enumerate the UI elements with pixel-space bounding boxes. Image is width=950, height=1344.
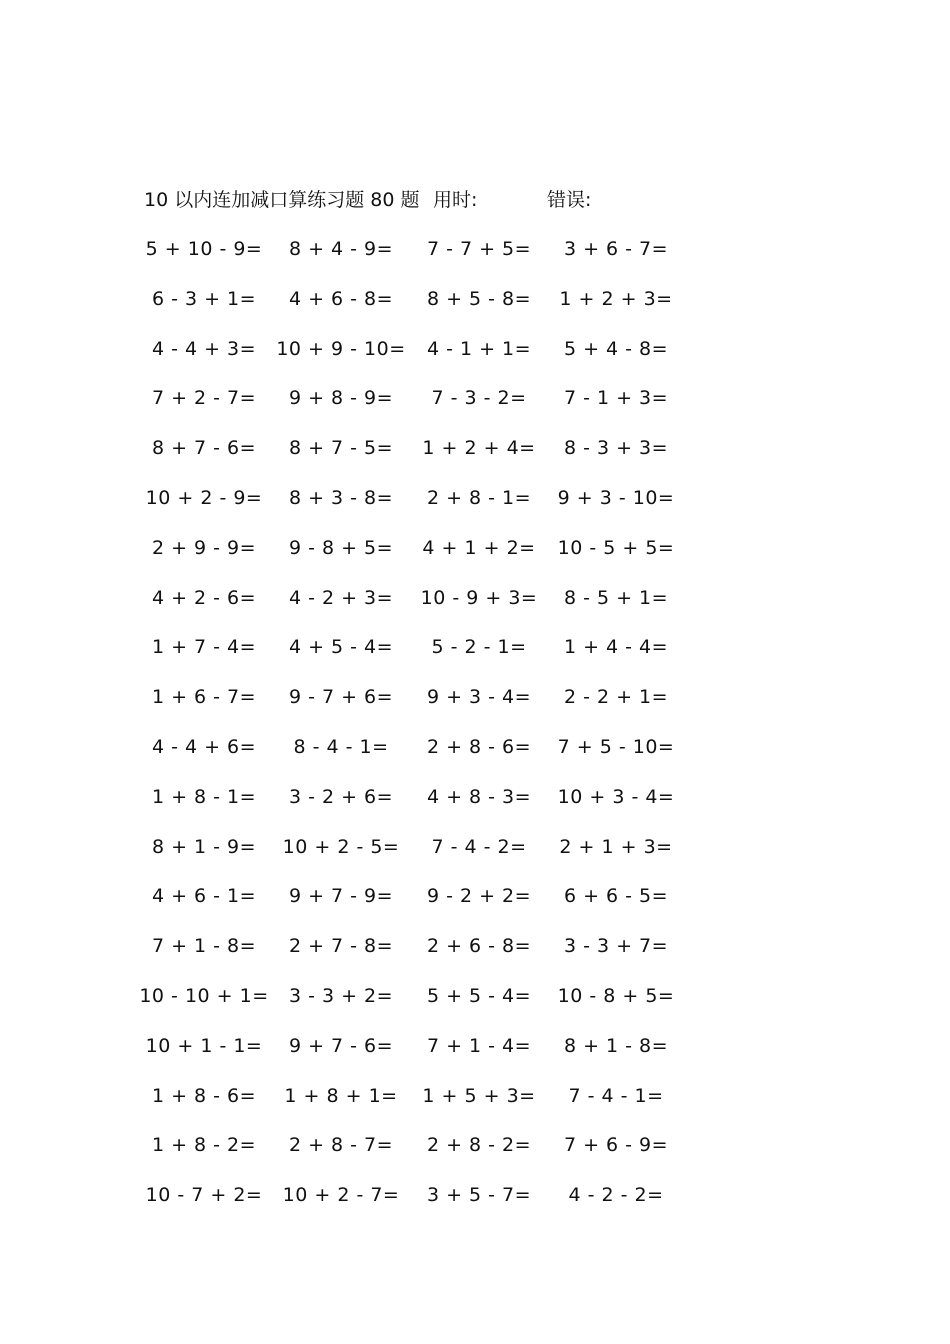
arithmetic-problem: 1 + 2 + 4= xyxy=(422,437,536,460)
arithmetic-problem: 1 + 8 + 1= xyxy=(284,1084,398,1107)
arithmetic-problem: 8 - 4 - 1= xyxy=(293,735,389,758)
problem-row xyxy=(0,581,950,631)
arithmetic-problem: 1 + 6 - 7= xyxy=(151,686,257,709)
arithmetic-problem: 7 + 1 - 8= xyxy=(151,935,257,958)
problem-row xyxy=(0,929,950,979)
error-count-label: 错误: xyxy=(547,189,592,211)
worksheet-header xyxy=(0,186,950,214)
arithmetic-problem: 3 - 3 + 7= xyxy=(563,935,669,958)
problem-row xyxy=(0,730,950,780)
time-used-label: 用时: xyxy=(433,189,478,211)
arithmetic-problem: 4 + 1 + 2= xyxy=(422,536,536,559)
arithmetic-problem: 1 + 2 + 3= xyxy=(559,287,673,310)
problem-row xyxy=(0,431,950,481)
problem-row xyxy=(0,1128,950,1178)
arithmetic-problem: 1 + 8 - 6= xyxy=(151,1084,257,1107)
arithmetic-problem: 10 - 7 + 2= xyxy=(145,1184,263,1207)
problem-row xyxy=(0,780,950,830)
arithmetic-problem: 4 + 8 - 3= xyxy=(426,785,532,808)
arithmetic-problem: 4 - 4 + 3= xyxy=(151,337,257,360)
arithmetic-problem: 5 + 5 - 4= xyxy=(426,984,532,1007)
problem-grid xyxy=(0,232,950,1228)
arithmetic-problem: 3 - 2 + 6= xyxy=(288,785,394,808)
problem-row xyxy=(0,1029,950,1079)
arithmetic-problem: 5 + 4 - 8= xyxy=(563,337,669,360)
problem-row xyxy=(0,531,950,581)
arithmetic-problem: 4 + 5 - 4= xyxy=(288,636,394,659)
arithmetic-problem: 5 - 2 - 1= xyxy=(431,636,527,659)
problem-row xyxy=(0,381,950,431)
arithmetic-problem: 8 + 1 - 8= xyxy=(563,1034,669,1057)
arithmetic-problem: 8 + 5 - 8= xyxy=(426,287,532,310)
arithmetic-problem: 8 - 5 + 1= xyxy=(563,586,669,609)
problem-row xyxy=(0,1178,950,1228)
arithmetic-problem: 4 - 4 + 6= xyxy=(151,735,257,758)
arithmetic-problem: 4 - 1 + 1= xyxy=(426,337,532,360)
arithmetic-problem: 1 + 5 + 3= xyxy=(422,1084,536,1107)
problem-row xyxy=(0,680,950,730)
arithmetic-problem: 7 - 3 - 2= xyxy=(431,387,527,410)
arithmetic-problem: 7 - 4 - 1= xyxy=(568,1084,664,1107)
arithmetic-problem: 1 + 8 - 1= xyxy=(151,785,257,808)
arithmetic-problem: 4 + 2 - 6= xyxy=(151,586,257,609)
arithmetic-problem: 4 + 6 - 1= xyxy=(151,885,257,908)
problem-row xyxy=(0,630,950,680)
arithmetic-problem: 8 + 4 - 9= xyxy=(288,238,394,260)
arithmetic-problem: 6 + 6 - 5= xyxy=(563,885,669,908)
arithmetic-problem: 9 + 3 - 10= xyxy=(557,486,675,509)
problem-row xyxy=(0,979,950,1029)
arithmetic-problem: 8 - 3 + 3= xyxy=(563,437,669,460)
problem-row xyxy=(0,481,950,531)
arithmetic-problem: 7 + 1 - 4= xyxy=(426,1034,532,1057)
arithmetic-problem: 10 + 3 - 4= xyxy=(557,785,675,808)
arithmetic-problem: 1 + 7 - 4= xyxy=(151,636,257,659)
worksheet-title: 10 以内连加减口算练习题 80 题 xyxy=(144,189,420,211)
arithmetic-problem: 9 - 7 + 6= xyxy=(288,686,394,709)
arithmetic-problem: 10 + 9 - 10= xyxy=(276,337,406,360)
arithmetic-problem: 2 + 9 - 9= xyxy=(151,536,257,559)
arithmetic-problem: 2 + 8 - 7= xyxy=(288,1134,394,1157)
arithmetic-problem: 2 + 7 - 8= xyxy=(288,935,394,958)
arithmetic-problem: 7 - 1 + 3= xyxy=(563,387,669,410)
arithmetic-problem: 7 - 4 - 2= xyxy=(431,835,527,858)
arithmetic-problem: 1 + 4 - 4= xyxy=(563,636,669,659)
arithmetic-problem: 8 + 3 - 8= xyxy=(288,486,394,509)
arithmetic-problem: 2 - 2 + 1= xyxy=(563,686,669,709)
arithmetic-problem: 4 + 6 - 8= xyxy=(288,287,394,310)
arithmetic-problem: 10 - 5 + 5= xyxy=(557,536,675,559)
arithmetic-problem: 9 + 3 - 4= xyxy=(426,686,532,709)
arithmetic-problem: 7 + 6 - 9= xyxy=(563,1134,669,1157)
arithmetic-problem: 10 + 2 - 9= xyxy=(145,486,263,509)
arithmetic-problem: 2 + 8 - 2= xyxy=(426,1134,532,1157)
arithmetic-problem: 10 - 10 + 1= xyxy=(139,984,269,1007)
arithmetic-problem: 2 + 8 - 6= xyxy=(426,735,532,758)
arithmetic-problem: 4 - 2 + 3= xyxy=(288,586,394,609)
arithmetic-problem: 5 + 10 - 9= xyxy=(145,238,263,260)
arithmetic-problem: 3 + 5 - 7= xyxy=(426,1184,532,1207)
arithmetic-problem: 2 + 8 - 1= xyxy=(426,486,532,509)
arithmetic-problem: 7 + 5 - 10= xyxy=(557,735,675,758)
arithmetic-problem: 10 + 2 - 5= xyxy=(282,835,400,858)
arithmetic-problem: 9 - 8 + 5= xyxy=(288,536,394,559)
arithmetic-problem: 7 + 2 - 7= xyxy=(151,387,257,410)
arithmetic-problem: 9 + 7 - 6= xyxy=(288,1034,394,1057)
arithmetic-problem: 9 + 7 - 9= xyxy=(288,885,394,908)
arithmetic-problem: 8 + 1 - 9= xyxy=(151,835,257,858)
arithmetic-problem: 4 - 2 - 2= xyxy=(568,1184,664,1207)
arithmetic-problem: 8 + 7 - 5= xyxy=(288,437,394,460)
arithmetic-problem: 2 + 6 - 8= xyxy=(426,935,532,958)
arithmetic-problem: 10 + 2 - 7= xyxy=(282,1184,400,1207)
arithmetic-problem: 10 - 9 + 3= xyxy=(420,586,538,609)
arithmetic-problem: 10 - 8 + 5= xyxy=(557,984,675,1007)
problem-row xyxy=(0,1079,950,1129)
problem-row xyxy=(0,282,950,332)
problem-row xyxy=(0,232,950,282)
arithmetic-problem: 9 - 2 + 2= xyxy=(426,885,532,908)
arithmetic-problem: 6 - 3 + 1= xyxy=(151,287,257,310)
arithmetic-problem: 2 + 1 + 3= xyxy=(559,835,673,858)
arithmetic-problem: 9 + 8 - 9= xyxy=(288,387,394,410)
arithmetic-problem: 1 + 8 - 2= xyxy=(151,1134,257,1157)
arithmetic-problem: 3 + 6 - 7= xyxy=(563,238,669,260)
arithmetic-problem: 3 - 3 + 2= xyxy=(288,984,394,1007)
arithmetic-problem: 10 + 1 - 1= xyxy=(145,1034,263,1057)
problem-row xyxy=(0,830,950,880)
arithmetic-problem: 8 + 7 - 6= xyxy=(151,437,257,460)
problem-row xyxy=(0,879,950,929)
problem-row xyxy=(0,332,950,382)
arithmetic-problem: 7 - 7 + 5= xyxy=(426,238,532,260)
